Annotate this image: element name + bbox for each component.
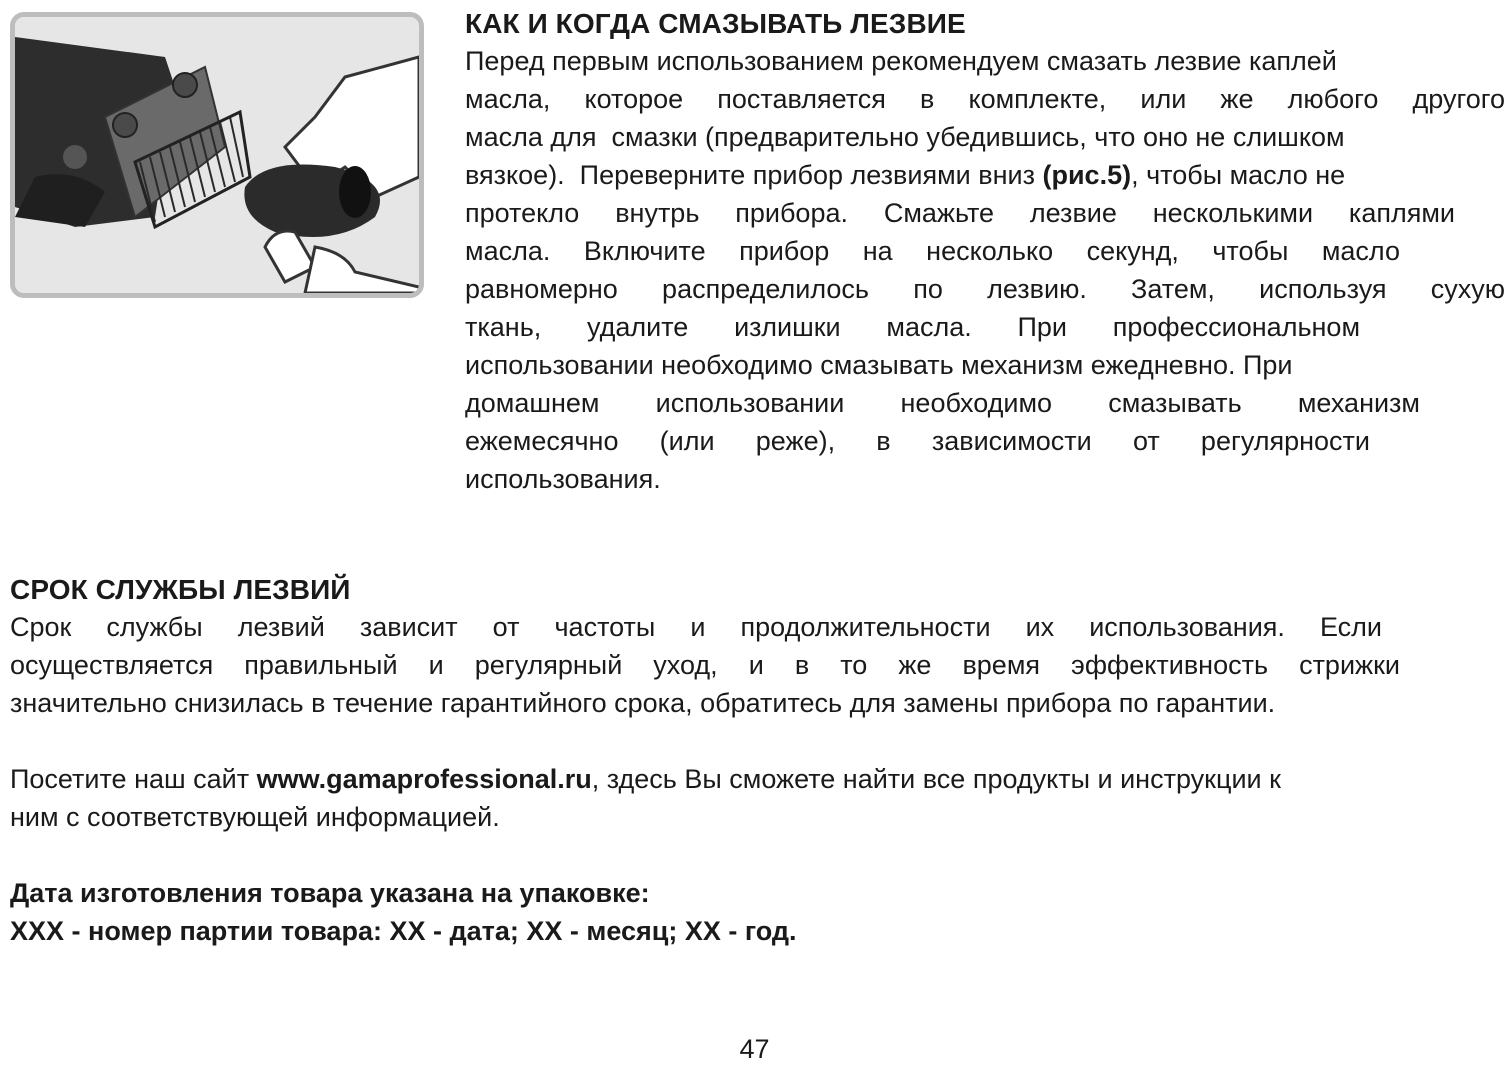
lifetime-heading: СРОК СЛУЖБЫ ЛЕЗВИЙ <box>10 574 351 605</box>
batch-code-line: XXX - номер партии товара: XX - дата; XX - месяц; XX - год. <box>10 916 797 946</box>
text-line: значительно снизилась в течение гарантийного срока, обратитесь для замены прибора по гарантии. <box>10 688 1276 718</box>
text-line: протекло внутрь прибора. Смажьте лезвие несколькими каплями <box>465 198 1455 228</box>
oiling-section <box>465 6 1505 498</box>
oiling-heading: КАК И КОГДА СМАЗЫВАТЬ ЛЕЗВИЕ <box>465 8 966 39</box>
text-line: масла для смазки (предварительно убедившись, что оно не слишком <box>465 122 1345 152</box>
text-line: масла, которое поставляется в комплекте, или же любого другого <box>465 84 1505 114</box>
manufacture-date-info <box>10 874 1500 950</box>
text-line: осуществляется правильный и регулярный уход, и в то же время эффективность стрижки <box>10 650 1400 680</box>
text-line: ежемесячно (или реже), в зависимости от регулярности <box>465 426 1370 456</box>
text-line: Срок службы лезвий зависит от частоты и продолжительности их использования. Если <box>10 612 1382 642</box>
figure-reference: (рис.5) <box>1042 160 1132 190</box>
lifetime-text <box>10 608 1500 722</box>
text-line: вязкое). Переверните прибор лезвиями вниз (рис.5), чтобы масло не <box>465 160 1346 190</box>
text-line: масла. Включите прибор на несколько секунд, чтобы масло <box>465 236 1400 266</box>
text-line: Перед первым использованием рекомендуем смазать лезвие каплей <box>465 46 1337 76</box>
text-line: домашнем использовании необходимо смазывать механизм <box>465 388 1420 418</box>
visit-prefix: Посетите наш сайт <box>10 764 257 794</box>
oiling-illustration <box>10 12 424 298</box>
lifetime-section <box>10 572 1500 722</box>
website-link[interactable]: www.gamaprofessional.ru <box>256 764 592 794</box>
oiling-blade-icon <box>15 17 419 293</box>
visit-suffix: , здесь Вы сможете найти все продукты и инструкции к <box>591 764 1281 794</box>
visit-line2: ним с соответствующей информацией. <box>10 802 500 832</box>
text-line: ткань, удалите излишки масла. При профессиональном <box>465 312 1360 342</box>
website-paragraph <box>10 760 1500 836</box>
page-number: 47 <box>739 1034 770 1064</box>
text-line: использования. <box>465 464 661 494</box>
oiling-text <box>465 42 1505 498</box>
text-line: равномерно распределилось по лезвию. Затем, используя сухую <box>465 274 1505 304</box>
text-line: использовании необходимо смазывать механизм ежедневно. При <box>465 350 1293 380</box>
manufacture-line: Дата изготовления товара указана на упаковке: <box>10 878 650 908</box>
